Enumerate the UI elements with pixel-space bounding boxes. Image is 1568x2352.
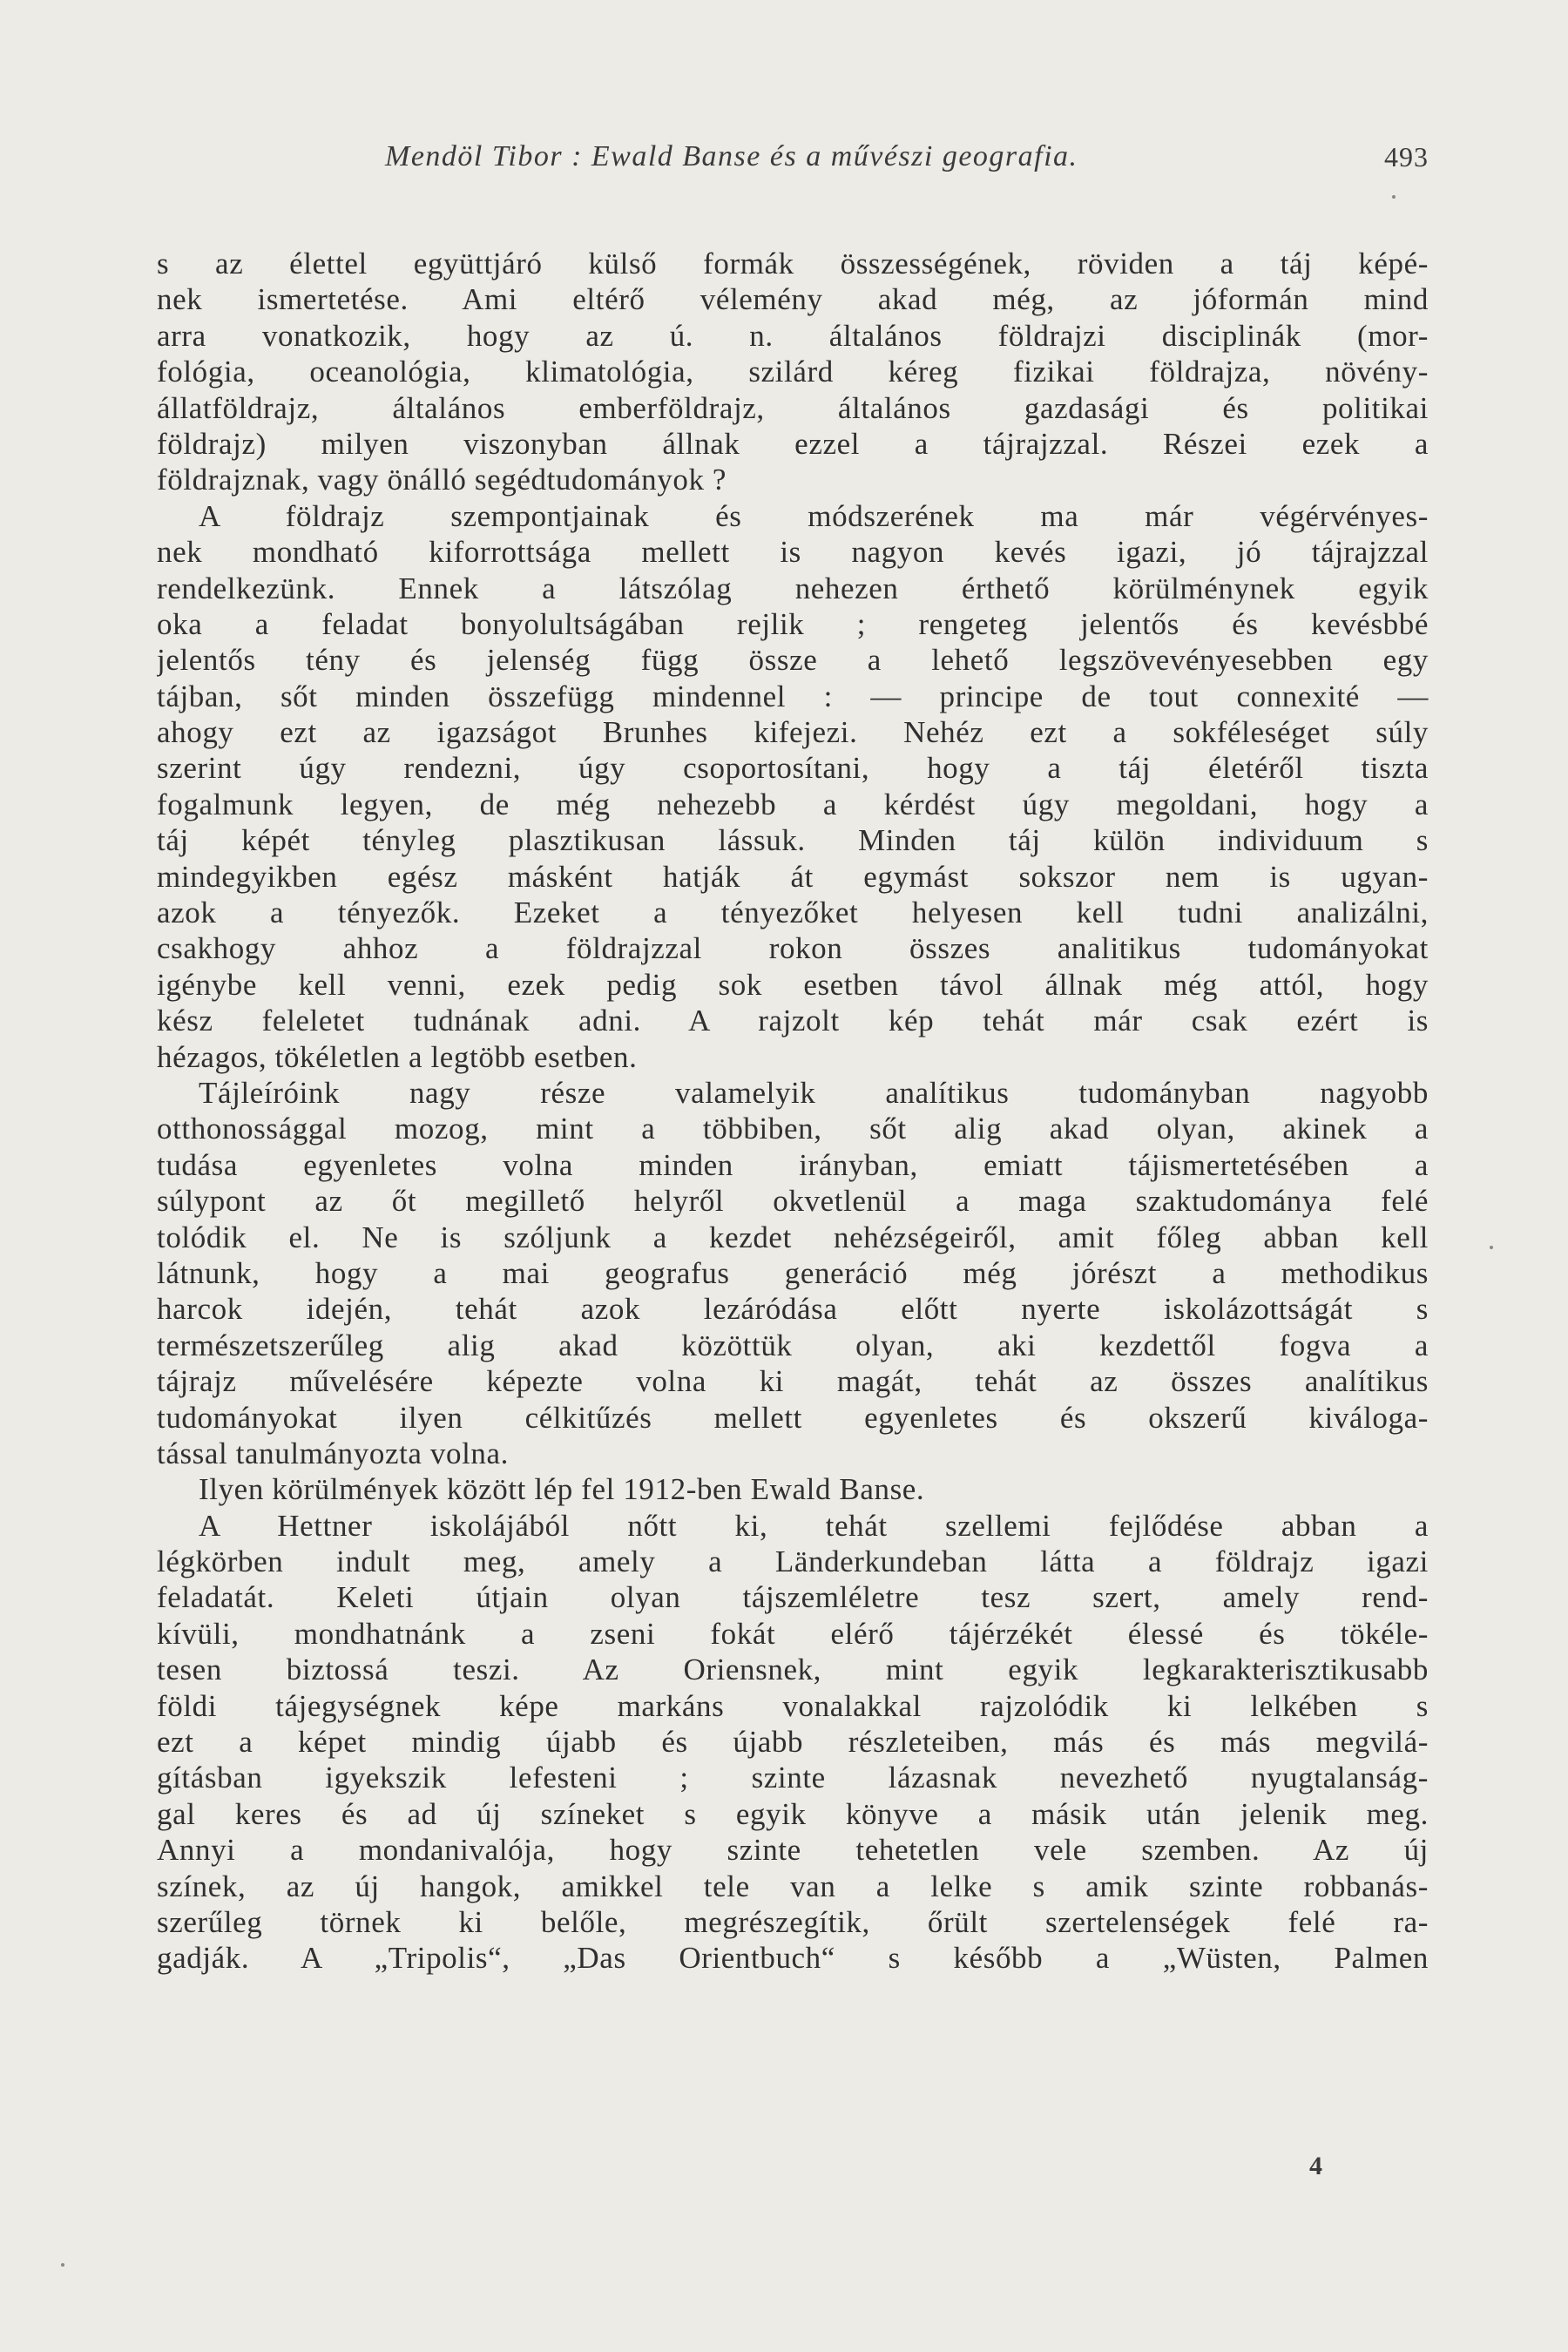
text-line: földrajznak, vagy önálló segédtudományok ? [157, 463, 727, 497]
text-line: A Hettner iskolájából nőtt ki, tehát szellemi fejlődése abban a [199, 1508, 1429, 1543]
text-line: harcok idején, tehát azok lezáródása előtt nyerte iskolázottságát s [157, 1292, 1429, 1327]
paper-speck [1490, 1246, 1493, 1249]
text-line: nek mondható kiforrottsága mellett is nagyon kevés igazi, jó tájrajzzal [157, 535, 1429, 570]
page-header [157, 131, 1429, 183]
text-line: tással tanulmányozta volna. [157, 1436, 510, 1470]
paper-speck [1392, 195, 1396, 199]
text-line: fogalmunk legyen, de még nehezebb a kérdést úgy megoldani, hogy a [157, 787, 1429, 821]
text-line: rendelkezünk. Ennek a látszólag nehezen érthető körülménynek egyik [157, 571, 1429, 605]
text-line: állatföldrajz, általános emberföldrajz, általános gazdasági és politikai [157, 390, 1429, 425]
text-line: tolódik el. Ne is szóljunk a kezdet nehézségeiről, amit főleg abban kell [157, 1220, 1429, 1254]
text-line: otthonossággal mozog, mint a többiben, sőt alig akad olyan, akinek a [157, 1112, 1429, 1146]
text-line: arra vonatkozik, hogy az ú. n. általános földrajzi disciplinák (mor- [157, 318, 1429, 353]
text-line: légkörben indult meg, amely a Länderkundeban látta a földrajz igazi [157, 1544, 1429, 1579]
text-line: gadják. A „Tripolis“, „Das Orientbuch“ s később a „Wüsten, Palmen [157, 1941, 1429, 1976]
text-line: tesen biztossá teszi. Az Oriensnek, mint egyik legkarakterisztikusabb [157, 1652, 1429, 1687]
text-line: oka a feladat bonyolultságában rejlik ; rengeteg jelentős és kevésbbé [157, 606, 1429, 641]
text-line: csakhogy ahhoz a földrajzzal rokon összes analitikus tudományokat [157, 931, 1429, 966]
text-line: ahogy ezt az igazságot Brunhes kifejezi. Nehéz ezt a sokféleséget súly [157, 715, 1429, 750]
page-number: 493 [1384, 140, 1429, 172]
text-line: igénybe kell venni, ezek pedig sok esetben távol állnak még attól, hogy [157, 967, 1429, 1002]
text-line: tudományokat ilyen célkitűzés mellett egyenletes és okszerű kiváloga- [157, 1400, 1429, 1435]
text-line: jelentős tény és jelenség függ össze a lehető legszövevényesebben egy [157, 643, 1429, 678]
text-line: fológia, oceanológia, klimatológia, szilárd kéreg fizikai földrajza, növény- [157, 355, 1429, 389]
text-line: azok a tényezők. Ezeket a tényezőket helyesen kell tudni analizálni, [157, 896, 1429, 930]
text-line: szerint úgy rendezni, úgy csoportosítani, hogy a táj életéről tiszta [157, 751, 1429, 786]
paper-speck [61, 2263, 64, 2267]
text-line: gításban igyekszik lefesteni ; szinte lázasnak nevezhető nyugtalanság- [157, 1761, 1429, 1795]
running-head: Mendöl Tibor : Ewald Banse és a művészi geografia. [385, 140, 1078, 172]
text-line: mindegyikben egész másként hatják át egymást sokszor nem is ugyan- [157, 859, 1429, 894]
text-line: s az élettel együttjáró külső formák összességének, röviden a táj képé- [157, 247, 1429, 280]
signature-mark: 4 [1309, 2152, 1322, 2180]
text-line: kész feleletet tudnának adni. A rajzolt kép tehát már csak ezért is [157, 1004, 1429, 1038]
text-line: ezt a képet mindig újabb és újabb részleteiben, más és más megvilá- [157, 1725, 1429, 1760]
text-line: természetszerűleg alig akad közöttük olyan, aki kezdettől fogva a [157, 1328, 1429, 1362]
text-line: Annyi a mondanivalója, hogy szinte tehetetlen vele szemben. Az új [157, 1833, 1429, 1868]
text-line: szerűleg törnek ki belőle, megrészegítik, őrült szertelenségek felé ra- [157, 1904, 1429, 1939]
text-line: hézagos, tökéletlen a legtöbb esetben. [157, 1039, 638, 1074]
text-line: Tájleíróink nagy része valamelyik analítikus tudományban nagyobb [199, 1075, 1429, 1110]
text-line: A földrajz szempontjainak és módszerének ma már végérvényes- [199, 498, 1429, 533]
text-line: nek ismertetése. Ami eltérő vélemény akad még, az jóformán mind [157, 282, 1429, 317]
text-line: táj képét tényleg plasztikusan lássuk. Minden táj külön individuum s [157, 823, 1429, 858]
text-line: tájban, sőt minden összefügg mindennel : — principe de tout connexité — [157, 679, 1429, 713]
text-line: kívüli, mondhatnánk a zseni fokát elérő tájérzékét élessé és tökéle- [157, 1616, 1429, 1651]
text-line: látnunk, hogy a mai geografus generáció még jórészt a methodikus [157, 1255, 1429, 1290]
text-line: gal keres és ad új színeket s egyik könyve a másik után jelenik meg. [157, 1796, 1429, 1831]
body-text [157, 246, 1429, 1977]
text-line: Ilyen körülmények között lép fel 1912-ben Ewald Banse. [199, 1472, 925, 1507]
text-line: földrajz) milyen viszonyban állnak ezzel a tájrajzzal. Részei ezek a [157, 426, 1429, 461]
text-line: súlypont az őt megillető helyről okvetlenül a maga szaktudománya felé [157, 1184, 1429, 1219]
text-line: feladatát. Keleti útjain olyan tájszemléletre tesz szert, amely rend- [157, 1580, 1429, 1615]
text-line: tájrajz művelésére képezte volna ki magát, tehát az összes analítikus [157, 1364, 1429, 1399]
text-line: földi tájegységnek képe markáns vonalakkal rajzolódik ki lelkében s [157, 1688, 1429, 1723]
text-line: tudása egyenletes volna minden irányban, emiatt tájismertetésében a [157, 1147, 1429, 1182]
text-line: színek, az új hangok, amikkel tele van a lelke s amik szinte robbanás- [157, 1869, 1429, 1903]
